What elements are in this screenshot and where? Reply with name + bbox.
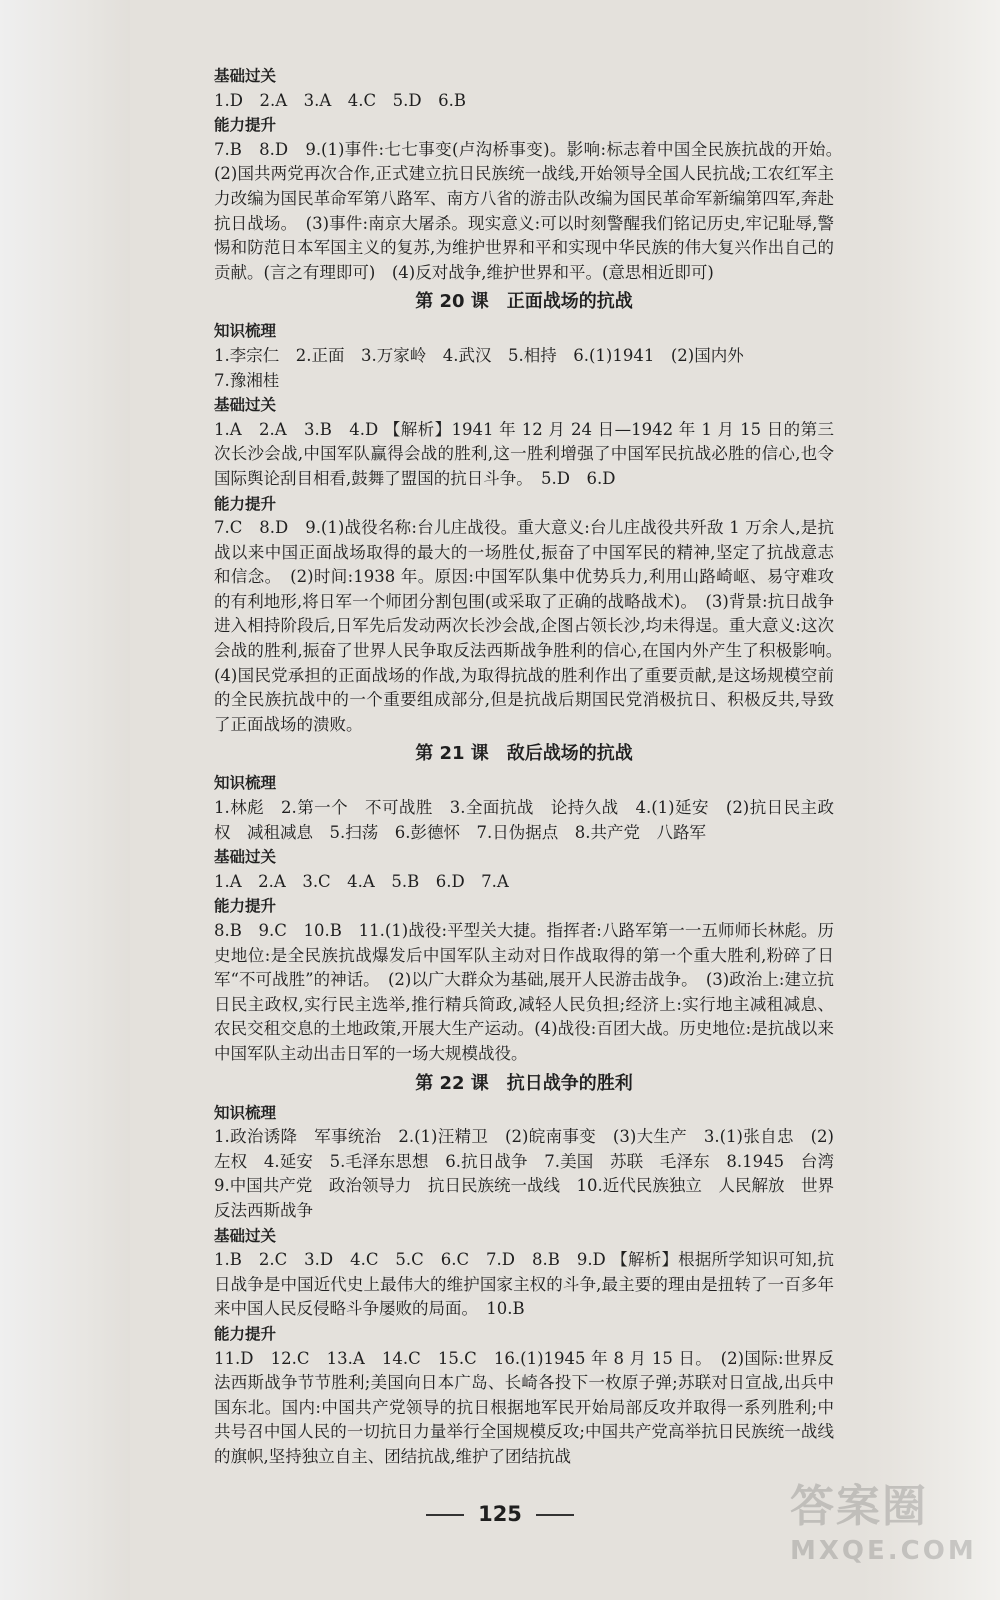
answer-paragraph: 8.B 9.C 10.B 11.(1)战役:平型关大捷。指挥者:八路军第一一五师师长林彪。历史地位:是全民族抗战爆发后中国军队主动对日作战取得的第一个重大胜利,粉碎了日军“不可战胜”的神话。 (2)以广大群众为基础,展开人民游击战争。 (3)政治上:建立抗日民主政权,实行民主选举,推行精兵简政,减轻人民负担;经济上:实行地主减租减息、农民交租交息的土地政策,开展大生产运动。(4)战役:百团大战。历史地位:是抗战以来中国军队主动出击日军的一场大规模战役。: [214, 921, 834, 1063]
answer-paragraph: 1.林彪 2.第一个 不可战胜 3.全面抗战 论持久战 4.(1)延安 (2)抗日民主政权 减租减息 5.扫荡 6.彭德怀 7.日伪据点 8.共产党 八路军: [214, 798, 834, 842]
answer-line: 1.A 2.A 3.C 4.A 5.B 6.D 7.A: [214, 871, 509, 891]
section-heading: 能力提升: [214, 494, 277, 513]
section-heading: 基础过关: [214, 396, 277, 415]
section-heading: 基础过关: [214, 848, 277, 867]
section-heading: 知识梳理: [214, 1103, 277, 1122]
watermark-title: 答案圈: [790, 1481, 928, 1532]
watermark-logo: [790, 1470, 990, 1590]
watermark-url: MXQE.COM: [790, 1536, 977, 1566]
answer-paragraph: 11.D 12.C 13.A 14.C 15.C 16.(1)1945 年 8 月 15 日。 (2)国际:世界反法西斯战争节节胜利;美国向日本广岛、长崎各投下一枚原子弹;苏联对日宣战,出兵中国东北。国内:中国共产党领导的抗日根据地军民开始局部反攻并取得一系列胜利;中共号召中国人民的一切抗日力量举行全国规模反攻;中国共产党高举抗日民族统一战线的旗帜,坚持独立自主、团结抗战,维护了团结抗战: [214, 1348, 834, 1466]
answer-line: 1.D 2.A 3.A 4.C 5.D 6.B: [214, 90, 466, 110]
section-heading: 能力提升: [214, 897, 277, 916]
answer-paragraph: 1.政治诱降 军事统治 2.(1)汪精卫 (2)皖南事变 (3)大生产 3.(1)张自忠 (2)左权 4.延安 5.毛泽东思想 6.抗日战争 7.美国 苏联 毛泽东 8.1945 台湾 9.中国共产党 政治领导力 抗日民族统一战线 10.近代民族独立 人民解放 世界反法西斯战争: [214, 1127, 851, 1220]
answer-line: 1.李宗仁 2.正面 3.万家岭 4.武汉 5.相持 6.(1)1941 (2)国内外: [214, 345, 744, 365]
answer-paragraph: 7.B 8.D 9.(1)事件:七七事变(卢沟桥事变)。影响:标志着中国全民族抗战的开始。 (2)国共两党再次合作,正式建立抗日民族统一战线,开始领导全国人民抗战;工农红军主力改编为国民革命军第八路军、南方八省的游击队改编为国民革命军新编第四军,奔赴抗日战场。 (3)事件:南京大屠杀。现实意义:可以时刻警醒我们铭记历史,牢记耻辱,警惕和防范日本军国主义的复苏,为维护世界和平和实现中华民族的伟大复兴作出自己的贡献。(言之有理即可) (4)反对战争,维护世界和平。(意思相近即可): [214, 139, 851, 282]
section-heading: 基础过关: [214, 1226, 277, 1245]
page-number-dash-left: [426, 1514, 464, 1516]
answer-paragraph: 1.A 2.A 3.B 4.D 【解析】1941 年 12 月 24 日—1942 年 1 月 15 日的第三次长沙会战,中国军队赢得会战的胜利,这一胜利增强了中国军民抗战必胜的信心,也令国际舆论刮目相看,鼓舞了盟国的抗日斗争。 5.D 6.D: [214, 419, 834, 488]
answer-line: 7.豫湘桂: [214, 370, 280, 390]
section-heading: 知识梳理: [214, 322, 277, 341]
answer-paragraph: 1.B 2.C 3.D 4.C 5.C 6.C 7.D 8.B 9.D 【解析】根据所学知识可知,抗日战争是中国近代史上最伟大的维护国家主权的斗争,最主要的理由是扭转了一百多年来中国人民反侵略斗争屡败的局面。 10.B: [214, 1250, 834, 1319]
answer-content: [214, 64, 851, 1469]
lesson-title: 第 20 课 正面战场的抗战: [415, 291, 633, 313]
section-heading: 知识梳理: [214, 774, 277, 793]
section-heading: 能力提升: [214, 1324, 277, 1343]
page-number-text: 125: [478, 1502, 522, 1526]
lesson-title: 第 21 课 敌后战场的抗战: [415, 743, 633, 765]
page-shadow-right: [860, 0, 1000, 1600]
page-shadow-left: [0, 0, 130, 1600]
section-heading: 基础过关: [214, 67, 277, 85]
section-heading: 能力提升: [214, 116, 277, 135]
lesson-title: 第 22 课 抗日战争的胜利: [415, 1072, 633, 1094]
page-number-dash-right: [536, 1514, 574, 1516]
answer-paragraph: 7.C 8.D 9.(1)战役名称:台儿庄战役。重大意义:台儿庄战役共歼敌 1 万余人,是抗战以来中国正面战场取得的最大的一场胜仗,振奋了中国军民的精神,坚定了抗战意志和信念。 (2)时间:1938 年。原因:中国军队集中优势兵力,利用山路崎岖、易守难攻的有利地形,将日军一个师团分割包围(或采取了正确的战略战术)。 (3)背景:抗日战争进入相持阶段后,日军先后发动两次长沙会战,企图占领长沙,均未得逞。重大意义:这次会战的胜利,振奋了世界人民争取反法西斯战争胜利的信心,在国内外产生了积极影响。 (4)国民党承担的正面战场的作战,为取得抗战的胜利作出了重要贡献,是这场规模空前的全民族抗战中的一个重要组成部分,但是抗战后期国民党消极抗日、积极反共,导致了正面战场的溃败。: [214, 518, 851, 734]
